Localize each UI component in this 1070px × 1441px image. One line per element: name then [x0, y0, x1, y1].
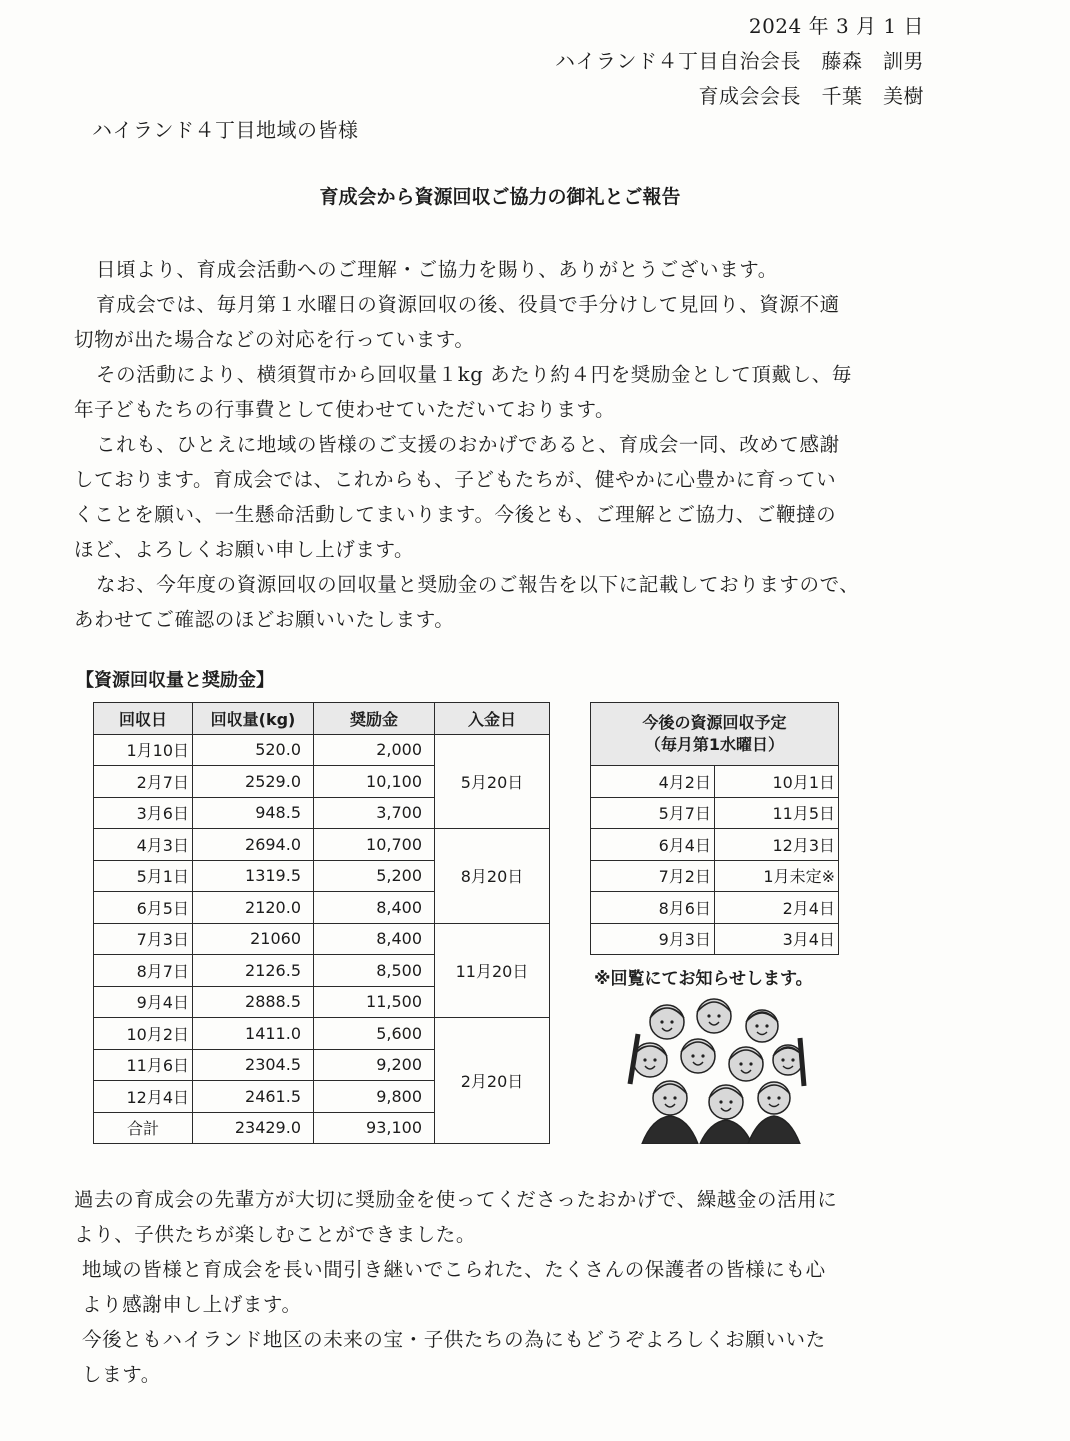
cell-amount: 948.5	[193, 797, 314, 829]
cell-amount: 2694.0	[193, 829, 314, 861]
cell-reward: 10,100	[314, 766, 435, 798]
schedule-cell: 8月6日	[591, 892, 715, 924]
cell-payment-date: 11月20日	[435, 923, 550, 1018]
cell-total-label: 合計	[94, 1112, 193, 1144]
schedule-header-title: 今後の資源回収予定	[642, 713, 787, 732]
schedule-cell: 6月4日	[591, 829, 715, 861]
closing-text	[74, 1182, 837, 1392]
schedule-header	[591, 703, 839, 766]
cell-date: 9月4日	[94, 986, 193, 1018]
recipient: ハイランド４丁目地域の皆様	[92, 118, 359, 142]
cell-date: 5月1日	[94, 860, 193, 892]
cell-amount: 2461.5	[193, 1081, 314, 1113]
cell-total-amount: 23429.0	[193, 1112, 314, 1144]
closing-line: より、子供たちが楽しむことができました。	[74, 1223, 477, 1246]
cell-reward: 2,000	[314, 734, 435, 766]
body-line: なお、今年度の資源回収の回収量と奨励金のご報告を以下に記載しておりますので、	[96, 573, 860, 596]
schedule-cell: 7月2日	[591, 860, 715, 892]
closing-line: 過去の育成会の先輩方が大切に奨励金を使ってくださったおかげで、繰越金の活用に	[74, 1188, 838, 1211]
cell-date: 4月3日	[94, 829, 193, 861]
cell-amount: 2529.0	[193, 766, 314, 798]
table-row	[94, 734, 550, 766]
schedule-row	[591, 766, 839, 798]
cell-date: 10月2日	[94, 1018, 193, 1050]
cell-reward: 5,600	[314, 1018, 435, 1050]
col-header-reward: 奨励金	[314, 703, 435, 735]
cell-reward: 8,400	[314, 923, 435, 955]
cell-date: 8月7日	[94, 955, 193, 987]
sender-ikuseikai: 育成会会長 千葉 美樹	[698, 84, 924, 108]
cell-amount: 2888.5	[193, 986, 314, 1018]
body-line: ほど、よろしくお願い申し上げます。	[74, 538, 415, 561]
cell-date: 6月5日	[94, 892, 193, 924]
cell-amount: 520.0	[193, 734, 314, 766]
cell-amount: 2120.0	[193, 892, 314, 924]
sender-chairman: ハイランド４丁目自治会長 藤森 訓男	[555, 49, 924, 73]
table-row	[94, 923, 550, 955]
schedule-cell: 4月2日	[591, 766, 715, 798]
schedule-table	[590, 702, 839, 955]
letter-title: 育成会から資源回収ご協力の御礼とご報告	[319, 186, 681, 208]
col-header-date: 回収日	[94, 703, 193, 735]
cell-date: 3月6日	[94, 797, 193, 829]
closing-line: します。	[82, 1363, 161, 1386]
cell-payment-date: 5月20日	[435, 734, 550, 829]
schedule-cell: 10月1日	[715, 766, 839, 798]
body-line: くことを願い、一生懸命活動してまいります。今後とも、ご理解とご協力、ご鞭撻の	[74, 503, 837, 526]
schedule-row	[591, 923, 839, 955]
letter-date: 2024 年 3 月 1 日	[748, 14, 924, 38]
schedule-cell: 11月5日	[715, 797, 839, 829]
cell-reward: 10,700	[314, 829, 435, 861]
cheering-people-illustration	[622, 994, 812, 1144]
col-header-amount: 回収量(kg)	[193, 703, 314, 735]
cell-reward: 5,200	[314, 860, 435, 892]
schedule-row	[591, 797, 839, 829]
cell-date: 1月10日	[94, 734, 193, 766]
body-line: これも、ひとえに地域の皆様のご支援のおかげであると、育成会一同、改めて感謝	[96, 433, 840, 456]
table-heading: 【資源回収量と奨励金】	[76, 670, 274, 691]
cell-reward: 3,700	[314, 797, 435, 829]
cell-reward: 9,200	[314, 1049, 435, 1081]
cell-date: 11月6日	[94, 1049, 193, 1081]
schedule-cell: 5月7日	[591, 797, 715, 829]
cell-total-reward: 93,100	[314, 1112, 435, 1144]
body-line: 切物が出た場合などの対応を行っています。	[74, 328, 475, 351]
schedule-header-row	[591, 703, 839, 766]
schedule-cell: 9月3日	[591, 923, 715, 955]
cell-amount: 1319.5	[193, 860, 314, 892]
table-header-row	[94, 703, 550, 735]
cell-payment-date: 8月20日	[435, 829, 550, 924]
cell-amount: 21060	[193, 923, 314, 955]
col-header-payment: 入金日	[435, 703, 550, 735]
schedule-row	[591, 892, 839, 924]
body-text	[74, 252, 859, 637]
cell-date: 12月4日	[94, 1081, 193, 1113]
schedule-cell: 1月未定※	[715, 860, 839, 892]
body-line: 育成会では、毎月第１水曜日の資源回収の後、役員で手分けして見回り、資源不適	[96, 293, 840, 316]
cell-amount: 2304.5	[193, 1049, 314, 1081]
schedule-cell: 3月4日	[715, 923, 839, 955]
body-line: しております。育成会では、これからも、子どもたちが、健やかに心豊かに育ってい	[74, 468, 837, 491]
body-line: 年子どもたちの行事費として使わせていただいております。	[74, 398, 616, 421]
cell-reward: 11,500	[314, 986, 435, 1018]
cell-payment-date: 2月20日	[435, 1018, 550, 1144]
cell-date: 7月3日	[94, 923, 193, 955]
schedule-cell: 12月3日	[715, 829, 839, 861]
table-row	[94, 1018, 550, 1050]
closing-line: 地域の皆様と育成会を長い間引き継いでこられた、たくさんの保護者の皆様にも心	[82, 1258, 826, 1281]
schedule-note: ※回覧にてお知らせします。	[594, 969, 813, 989]
schedule-row	[591, 860, 839, 892]
cell-date: 2月7日	[94, 766, 193, 798]
cell-reward: 8,400	[314, 892, 435, 924]
cell-reward: 9,800	[314, 1081, 435, 1113]
cell-amount: 2126.5	[193, 955, 314, 987]
body-line: その活動により、横須賀市から回収量１kg あたり約４円を奨励金として頂戴し、毎	[96, 363, 852, 386]
schedule-header-sub: （毎月第1水曜日）	[644, 735, 785, 754]
collection-table	[93, 702, 550, 1144]
cell-amount: 1411.0	[193, 1018, 314, 1050]
body-line: 日頃より、育成会活動へのご理解・ご協力を賜り、ありがとうございます。	[96, 258, 778, 281]
closing-line: 今後ともハイランド地区の未来の宝・子供たちの為にもどうぞよろしくお願いいた	[82, 1328, 826, 1351]
schedule-cell: 2月4日	[715, 892, 839, 924]
table-row	[94, 829, 550, 861]
body-line: あわせてご確認のほどお願いいたします。	[74, 608, 455, 631]
closing-line: より感謝申し上げます。	[82, 1293, 302, 1316]
schedule-row	[591, 829, 839, 861]
cell-reward: 8,500	[314, 955, 435, 987]
